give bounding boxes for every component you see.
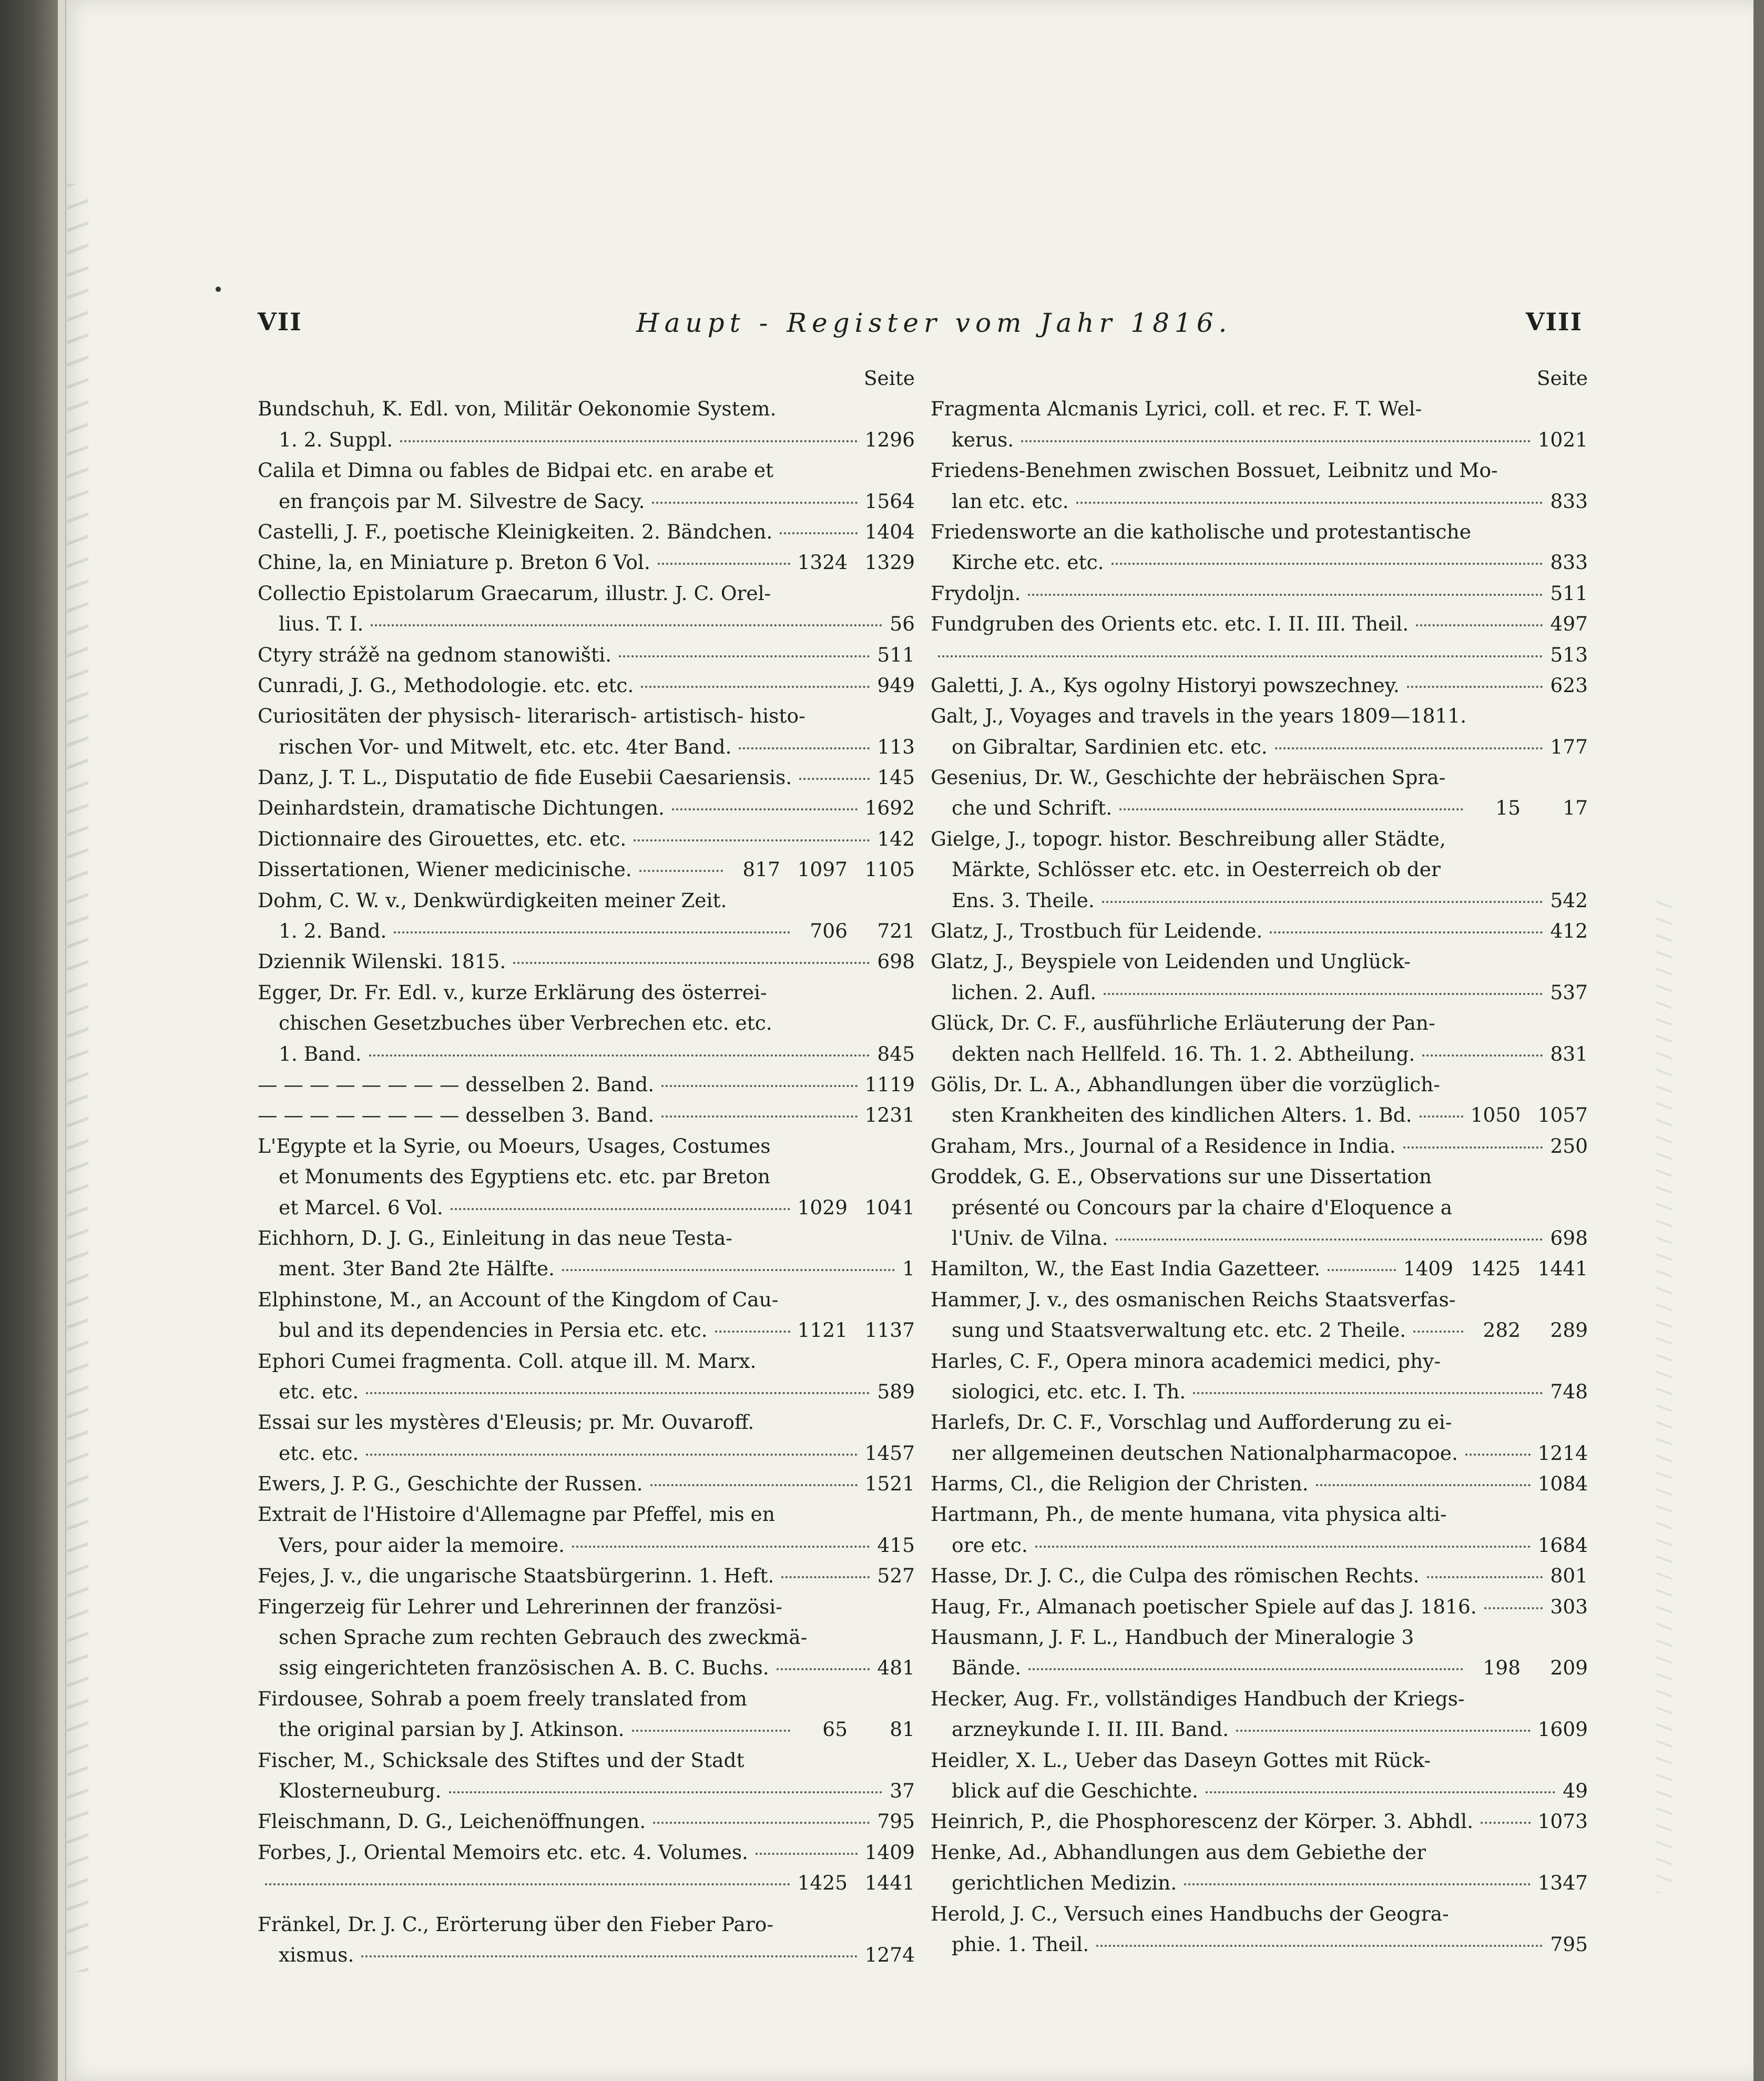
page-ref: 1021	[1537, 428, 1588, 451]
page-ref: 81	[890, 1718, 915, 1741]
page-ref: 795	[1550, 1932, 1588, 1956]
list-item: Graham, Mrs., Journal of a Residence in India. 250	[931, 1131, 1588, 1161]
list-item: 1. 2. Suppl. 1296	[258, 424, 915, 455]
page-ref: 1425	[797, 1871, 848, 1895]
page-ref: 481	[877, 1656, 915, 1680]
list-item: Fleischmann, D. G., Leichenöffnungen. 795	[258, 1806, 915, 1836]
page-ref: 801	[1550, 1564, 1588, 1588]
list-item: Kirche etc. etc. 833	[931, 547, 1588, 577]
page-ref: 303	[1550, 1595, 1588, 1618]
page-ref: 1409	[1403, 1257, 1453, 1281]
left-column	[258, 363, 915, 1970]
page-ref: 1214	[1537, 1441, 1588, 1465]
page-ref: 1441	[1537, 1257, 1588, 1281]
list-item: Curiositäten der physisch- literarisch- artistisch- histo-	[258, 704, 805, 728]
page-ref: 250	[1550, 1134, 1588, 1158]
list-item: Hasse, Dr. J. C., die Culpa des römischen Rechts. 801	[931, 1560, 1588, 1591]
page-ref: 537	[1550, 980, 1588, 1004]
running-header	[258, 308, 1583, 350]
list-item: blick auf die Geschichte. 49	[931, 1775, 1588, 1806]
list-item: Glatz, J., Beyspiele von Leidenden und Unglück-	[931, 950, 1411, 973]
list-item: Gielge, J., topogr. histor. Beschreibung aller Städte,	[931, 827, 1446, 850]
list-item: ment. 3ter Band 2te Hälfte. 1	[258, 1253, 915, 1284]
page-ref: 415	[877, 1533, 915, 1557]
list-item: Dziennik Wilenski. 1815. 698	[258, 946, 915, 977]
list-item: Eichhorn, D. J. G., Einleitung in das neue Testa-	[258, 1226, 732, 1250]
page-ref: 1119	[864, 1072, 915, 1096]
page-ref: 1137	[864, 1318, 915, 1342]
list-item: Hartmann, Ph., de mente humana, vita physica alti-	[931, 1503, 1447, 1526]
page-ref: 706	[810, 919, 848, 943]
list-item: arzneykunde I. II. III. Band. 1609	[931, 1714, 1588, 1744]
list-item: Fejes, J. v., die ungarische Staatsbürgerinn. 1. Heft. 527	[258, 1560, 915, 1591]
list-item: Haug, Fr., Almanach poetischer Spiele auf das J. 1816. 303	[931, 1591, 1588, 1622]
binding-gutter-marks	[67, 184, 88, 1972]
list-item: bul and its dependencies in Persia etc. etc. 1121 1137	[258, 1315, 915, 1345]
list-item: Hammer, J. v., des osmanischen Reichs Staatsverfas-	[931, 1287, 1456, 1311]
list-item: phie. 1. Theil. 795	[931, 1929, 1588, 1960]
page-ref: 1609	[1537, 1718, 1588, 1741]
list-item: dekten nach Hellfeld. 16. Th. 1. 2. Abtheilung. 831	[931, 1039, 1588, 1069]
list-item: Friedensworte an die katholische und protestantische	[931, 520, 1471, 543]
page-ref: 289	[1550, 1318, 1588, 1342]
list-item: Galt, J., Voyages and travels in the years 1809—1811.	[931, 704, 1467, 728]
page-ref: 1296	[864, 428, 915, 451]
list-item: Ctyry strážě na gednom stanowišti. 511	[258, 639, 915, 670]
page-ref: 1329	[864, 551, 915, 574]
page-ref: 49	[1563, 1779, 1588, 1802]
page-ref: 412	[1550, 919, 1588, 943]
list-item: ner allgemeinen deutschen Nationalpharmacopoe. 1214	[931, 1438, 1588, 1468]
list-item: lius. T. I. 56	[258, 608, 915, 639]
list-item: etc. etc. 589	[258, 1376, 915, 1407]
page-ref: 1521	[864, 1472, 915, 1496]
list-item	[258, 1867, 915, 1898]
list-item: sten Krankheiten des kindlichen Alters. 1. Bd. 1050 1057	[931, 1100, 1588, 1130]
list-item: Galetti, J. A., Kys ogolny Historyi powszechney. 623	[931, 670, 1588, 701]
list-item: Ewers, J. P. G., Geschichte der Russen. 1521	[258, 1468, 915, 1499]
page-ref: 56	[890, 612, 915, 636]
list-item: ore etc. 1684	[931, 1530, 1588, 1560]
page-ref: 589	[877, 1379, 915, 1403]
list-item: Chine, la, en Miniature p. Breton 6 Vol. 1324 1329	[258, 547, 915, 577]
list-item: Heinrich, P., die Phosphorescenz der Körper. 3. Abhdl. 1073	[931, 1806, 1588, 1836]
page-ref: 698	[877, 950, 915, 973]
list-item: Hamilton, W., the East India Gazetteer. 1409 1425 1441	[931, 1253, 1588, 1284]
list-item: L'Egypte et la Syrie, ou Moeurs, Usages, Costumes	[258, 1134, 771, 1158]
list-item: Gesenius, Dr. W., Geschichte der hebräischen Spra-	[931, 766, 1446, 789]
list-item: présenté ou Concours par la chaire d'Eloquence a	[952, 1195, 1453, 1219]
list-item: Herold, J. C., Versuch eines Handbuchs der Geogra-	[931, 1902, 1449, 1925]
list-item: Gölis, Dr. L. A., Abhandlungen über die vorzüglich-	[931, 1072, 1440, 1096]
page-ref: 1105	[864, 858, 915, 881]
page-title: Haupt - Register vom Jahr 1816.	[636, 308, 1232, 338]
page-ref: 831	[1550, 1042, 1588, 1065]
list-item: Dohm, C. W. v., Denkwürdigkeiten meiner Zeit.	[258, 888, 727, 912]
page-ref: 1274	[864, 1943, 915, 1966]
page-ref: 1050	[1470, 1103, 1521, 1127]
scan-right-border	[1753, 0, 1764, 2081]
list-item: Klosterneuburg. 37	[258, 1775, 915, 1806]
page-ref: 497	[1550, 612, 1588, 636]
margin-marks	[1656, 894, 1672, 1893]
list-item: rischen Vor- und Mitwelt, etc. etc. 4ter Band. 113	[258, 732, 915, 762]
list-item: Harles, C. F., Opera minora academici medici, phy-	[931, 1349, 1441, 1373]
list-item: siologici, etc. etc. I. Th. 748	[931, 1376, 1588, 1407]
page-ref: 542	[1550, 888, 1588, 912]
list-item: etc. etc. 1457	[258, 1438, 915, 1468]
page-ref: 1692	[864, 796, 915, 820]
list-item: Bundschuh, K. Edl. von, Militär Oekonomie System.	[258, 397, 777, 421]
page-ref: 1073	[1537, 1810, 1588, 1833]
list-item: Dissertationen, Wiener medicinische. 817 1097 1105	[258, 854, 915, 885]
list-item: Glatz, J., Trostbuch für Leidende. 412	[931, 916, 1588, 946]
page-ref: 795	[877, 1810, 915, 1833]
page-ref: 1404	[864, 520, 915, 543]
list-item: Ephori Cumei fragmenta. Coll. atque ill. M. Marx.	[258, 1349, 757, 1373]
list-item: on Gibraltar, Sardinien etc. etc. 177	[931, 732, 1588, 762]
list-item: l'Univ. de Vilna. 698	[931, 1223, 1588, 1253]
page-ref: 949	[877, 673, 915, 697]
page-ref: 142	[877, 827, 915, 850]
page-ref: 748	[1550, 1379, 1588, 1403]
page-ref: 1324	[797, 551, 848, 574]
scan-dark-border	[0, 0, 58, 2081]
list-item: Hecker, Aug. Fr., vollständiges Handbuch der Kriegs-	[931, 1687, 1465, 1710]
page-ref: 1121	[797, 1318, 848, 1342]
page-ref: 145	[877, 766, 915, 789]
list-item: Deinhardstein, dramatische Dichtungen. 1692	[258, 793, 915, 823]
list-item: Calila et Dimna ou fables de Bidpai etc. en arabe et	[258, 459, 774, 482]
list-item: Harlefs, Dr. C. F., Vorschlag und Aufforderung zu ei-	[931, 1410, 1452, 1434]
page-ref: 833	[1550, 489, 1588, 513]
list-item: Egger, Dr. Fr. Edl. v., kurze Erklärung des österrei-	[258, 980, 767, 1004]
list-item: Danz, J. T. L., Disputatio de fide Eusebii Caesariensis. 145	[258, 762, 915, 793]
list-item: Märkte, Schlösser etc. etc. in Oesterreich ob der	[952, 858, 1441, 881]
list-item: et Marcel. 6 Vol. 1029 1041	[258, 1192, 915, 1223]
list-item: Frydoljn. 511	[931, 578, 1588, 608]
list-item: — — — — — — — — desselben 3. Band. 1231	[258, 1100, 915, 1130]
list-item: Heidler, X. L., Ueber das Daseyn Gottes mit Rück-	[931, 1748, 1431, 1772]
list-item: Glück, Dr. C. F., ausführliche Erläuterung der Pan-	[931, 1011, 1435, 1035]
list-item: Dictionnaire des Girouettes, etc. etc. 142	[258, 824, 915, 854]
ink-dot	[216, 287, 221, 292]
page-ref: 1041	[864, 1195, 915, 1219]
page-ref: 1057	[1537, 1103, 1588, 1127]
list-item: lichen. 2. Aufl. 537	[931, 977, 1588, 1008]
list-item: Firdousee, Sohrab a poem freely translated from	[258, 1687, 747, 1710]
page-ref: 623	[1550, 673, 1588, 697]
list-item: 1. Band. 845	[258, 1039, 915, 1069]
list-item: et Monuments des Egyptiens etc. etc. par Breton	[279, 1165, 770, 1189]
page-ref: 1347	[1537, 1871, 1588, 1895]
page-ref: 113	[877, 735, 915, 758]
list-item: che und Schrift. 15 17	[931, 793, 1588, 823]
list-item: Bände. 198 209	[931, 1652, 1588, 1683]
list-item: Fischer, M., Schicksale des Stiftes und der Stadt	[258, 1748, 745, 1772]
page-number-right: VIII	[1525, 308, 1583, 336]
list-item: Vers, pour aider la memoire. 415	[258, 1530, 915, 1560]
page-number-left: VII	[258, 308, 302, 336]
page-ref: 527	[877, 1564, 915, 1588]
list-item: Cunradi, J. G., Methodologie. etc. etc. 949	[258, 670, 915, 701]
list-item: Groddek, G. E., Observations sur une Dissertation	[931, 1165, 1432, 1189]
list-item: chischen Gesetzbuches über Verbrechen etc. etc.	[279, 1011, 772, 1035]
list-item: ssig eingerichteten französischen A. B. C. Buchs. 481	[258, 1652, 915, 1683]
list-item: Ens. 3. Theile. 542	[931, 885, 1588, 916]
list-item: Hausmann, J. F. L., Handbuch der Mineralogie 3	[931, 1626, 1414, 1649]
right-column	[931, 363, 1588, 1960]
list-item: Harms, Cl., die Religion der Christen. 1084	[931, 1468, 1588, 1499]
list-item: Fragmenta Alcmanis Lyrici, coll. et rec. F. T. Wel-	[931, 397, 1422, 421]
list-item: Castelli, J. F., poetische Kleinigkeiten. 2. Bändchen. 1404	[258, 516, 915, 547]
list-item: gerichtlichen Medizin. 1347	[931, 1867, 1588, 1898]
page-ref: 15	[1495, 796, 1521, 820]
page-ref: 1441	[864, 1871, 915, 1895]
list-item: Forbes, J., Oriental Memoirs etc. etc. 4. Volumes. 1409	[258, 1837, 915, 1867]
list-item	[931, 639, 1588, 670]
page-ref: 511	[1550, 581, 1588, 605]
page-ref: 37	[890, 1779, 915, 1802]
page-ref: 209	[1550, 1656, 1588, 1680]
list-item: en françois par M. Silvestre de Sacy. 1564	[258, 486, 915, 516]
page-ref: 177	[1550, 735, 1588, 758]
list-item: Essai sur les mystères d'Eleusis; pr. Mr. Ouvaroff.	[258, 1410, 754, 1434]
list-item: Extrait de l'Histoire d'Allemagne par Pfeffel, mis en	[258, 1503, 775, 1526]
list-item: schen Sprache zum rechten Gebrauch des zweckmä-	[279, 1626, 808, 1649]
page-ref: 1029	[797, 1195, 848, 1219]
page-ref: 198	[1483, 1656, 1521, 1680]
page-ref: 833	[1550, 551, 1588, 574]
page-ref: 698	[1550, 1226, 1588, 1250]
seite-label-right: Seite	[1536, 367, 1588, 390]
page-ref: 1564	[864, 489, 915, 513]
list-item: Henke, Ad., Abhandlungen aus dem Gebiethe der	[931, 1840, 1426, 1864]
list-item: Fränkel, Dr. J. C., Erörterung über den Fieber Paro-	[258, 1912, 774, 1936]
list-item: Fundgruben des Orients etc. etc. I. II. III. Theil. 497	[931, 608, 1588, 639]
page-ref: 1425	[1470, 1257, 1521, 1281]
page-ref: 1684	[1537, 1533, 1588, 1557]
seite-label-left: Seite	[863, 367, 915, 390]
list-item: Collectio Epistolarum Graecarum, illustr. J. C. Orel-	[258, 581, 771, 605]
page-ref: 721	[877, 919, 915, 943]
page-ref: 282	[1483, 1318, 1521, 1342]
page-ref: 1084	[1537, 1472, 1588, 1496]
list-item: xismus. 1274	[258, 1940, 915, 1970]
page-ref: 1409	[864, 1840, 915, 1864]
page-ref: 1	[902, 1257, 915, 1281]
page-ref: 817	[742, 858, 780, 881]
page-ref: 1097	[797, 858, 848, 881]
list-item: kerus. 1021	[931, 424, 1588, 455]
page-ref: 1231	[864, 1103, 915, 1127]
page-edge	[58, 0, 66, 2081]
list-item: — — — — — — — — desselben 2. Band. 1119	[258, 1069, 915, 1100]
page-ref: 511	[877, 643, 915, 666]
list-item: lan etc. etc. 833	[931, 486, 1588, 516]
list-item: Fingerzeig für Lehrer und Lehrerinnen der französi-	[258, 1595, 782, 1618]
page-ref: 845	[877, 1042, 915, 1065]
page-ref: 1457	[864, 1441, 915, 1465]
list-item: 1. 2. Band. 706 721	[258, 916, 915, 946]
page-ref: 17	[1563, 796, 1588, 820]
list-item: Friedens-Benehmen zwischen Bossuet, Leibnitz und Mo-	[931, 459, 1498, 482]
list-item: Elphinstone, M., an Account of the Kingdom of Cau-	[258, 1287, 779, 1311]
page-ref: 65	[822, 1718, 848, 1741]
list-item: the original parsian by J. Atkinson. 65 81	[258, 1714, 915, 1744]
page-ref: 513	[1550, 643, 1588, 666]
list-item: sung und Staatsverwaltung etc. etc. 2 Theile. 282 289	[931, 1315, 1588, 1345]
